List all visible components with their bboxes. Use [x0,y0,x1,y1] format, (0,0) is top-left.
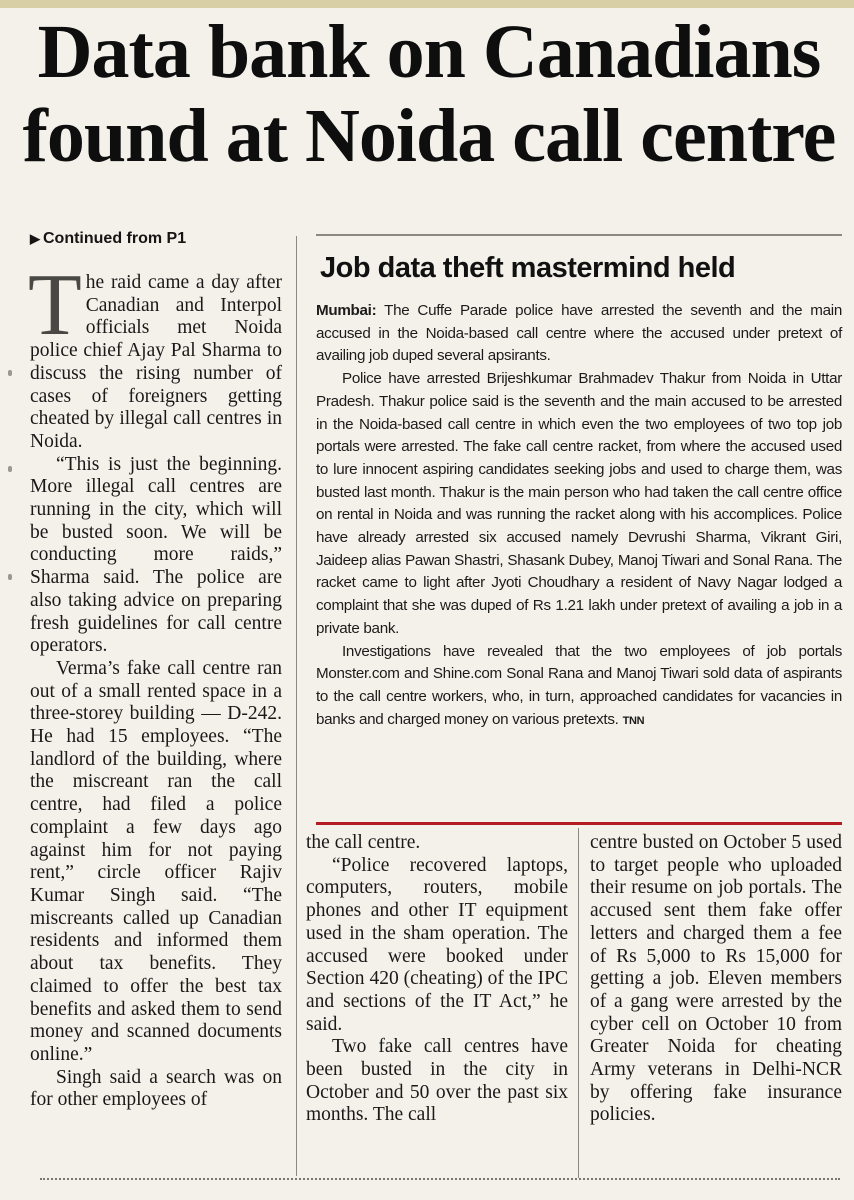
continued-text: Continued from P1 [43,230,187,247]
headline: Data bank on Canadians found at Noida call centre [22,10,836,178]
bottom-right-column [590,832,842,1127]
sidebar-top-rule [316,234,842,236]
left-column [28,257,282,1112]
sidebar-paragraph-3 [316,641,842,733]
sidebar-headline: Job data theft mastermind held [320,252,736,284]
bottom-right-paragraph-1: centre busted on October 5 used to target people who uploaded their resume on job portals. The accused sent them fake offer letters and charged them a fee of Rs 5,000 to Rs 15,000 for getting a job. Eleven members of a gang were arrested by the cyber cell on October 10 from Greater Noida for cheating Army veterans in Delhi-NCR by offering fake insurance policies. [590,832,842,1126]
margin-mark [8,466,12,472]
bottom-dotted-rule [40,1178,840,1180]
paragraph-1 [28,257,282,454]
paragraph-3: Verma’s fake call centre ran out of a small rented space in a three-storey building — D-242. He had 15 employees. “The landlord of the building, where the miscreant ran the call centre, had filed a police complaint a few days ago against him for not paying rent,” circle officer Rajiv Kumar Singh said. “The miscreants called up Canadian residents and informed them about tax benefits. They claimed to offer the best tax benefits and asked them to send money and scanned documents online.” [30,657,282,1065]
bottom-middle-paragraph-3: Two fake call centres have been busted in the city in October and 50 over the past six months. The call [306,1036,568,1126]
drop-cap: T [28,257,82,354]
margin-mark [8,370,12,376]
sidebar-story [316,300,842,732]
sidebar-bottom-rule [316,822,842,825]
sidebar-paragraph-3-text: Investigations have revealed that the two employees of job portals Monster.com and Shine.com Sonal Rana and Manoj Tiwari sold data of aspirants to the call centre workers, who, in turn, approached candidates for vacancies in banks and charged money on various pretexts. [316,642,842,728]
continued-label [30,230,186,248]
margin-mark [8,574,12,580]
paragraph-2: “This is just the beginning. More illegal call centres are running in the city, which will be busted soon. We will be conducting more raids,” Sharma said. The police are also taking advice on preparing fresh guidelines for call centre operators. [30,453,282,657]
play-arrow-icon: ▶ [30,231,40,246]
bottom-middle-column [306,832,568,1127]
page-top-edge [0,0,854,8]
dateline: Mumbai: [316,302,377,319]
sidebar-paragraph-1-text: The Cuffe Parade police have arrested the seventh and the main accused in the Noida-based call centre where the accused under pretext of availing job duped several apsirants. [316,302,842,365]
column-rule-left [296,236,297,1176]
paragraph-1-text: he raid came a day after Canadian and Interpol officials met Noida police chief Ajay Pal Sharma to discuss the rising number of cases of foreigners getting cheated by illegal call centres in Noida. [30,272,282,452]
sidebar-paragraph-2: Police have arrested Brijeshkumar Brahmadev Thakur from Noida in Uttar Pradesh. Thakur police said is the seventh and the main accused to be arrested in the Noida-based call centre in which even the two employees of two top job portals were arrested. The fake call centre racket, from where the accused used to lure innocent aspiring candidates seeking jobs and used to charge them, was busted last month. Thakur is the main person who had taken the call centre office on rental in Noida and was running the racket along with his accomplices. Police have already arrested six accused namely Devrushi Sharma, Vikrant Giri, Jaideep alias Pawan Shastri, Shasank Dubey, Manoj Tiwari and Sonal Rana. The racket came to light after Jyoti Choudhary a resident of Navy Nagar lodged a complaint that she was duped of Rs 1.21 lakh under pretext of availing a job in a private bank. [316,370,842,637]
paragraph-4: Singh said a search was on for other employees of [30,1066,282,1111]
bottom-middle-paragraph-2: “Police recovered laptops, computers, routers, mobile phones and other IT equipment used in the sham operation. The accused were booked under Section 420 (cheating) of the IPC and sections of the IT Act,” he said. [306,854,568,1035]
sidebar-paragraph-1 [316,300,842,368]
agency-credit: TNN [622,714,645,727]
bottom-middle-paragraph-1: the call centre. [306,832,421,853]
column-rule-right [578,828,579,1178]
